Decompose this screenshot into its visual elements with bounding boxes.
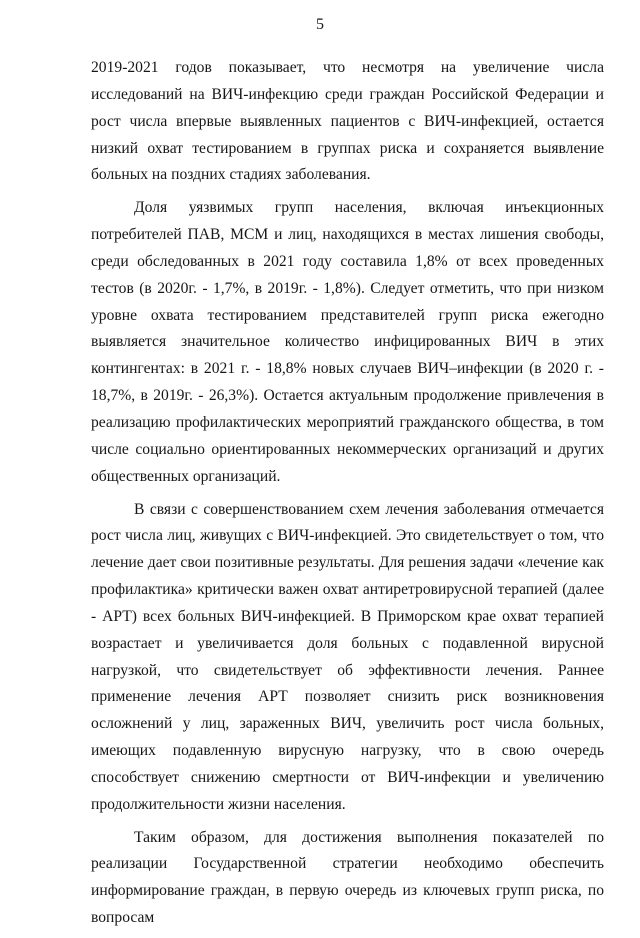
paragraph-vulnerable-groups: Доля уязвимых групп населения, включая инъекционных потребителей ПАВ, МСМ и лиц, находящихся в местах лишения свободы, среди обследованных в 2021 году составила 1,8% от всех проведенных тестов (в 2020г. - 1,7%, в 2019г. - 1,8%). Следует отметить, что при низком уровне охвата тестированием представителей групп риска ежегодно выявляется значительное количество инфицированных ВИЧ в этих контингентах: в 2021 г. - 18,8% новых случаев ВИЧ–инфекции (в 2020 г. - 18,7%, в 2019г. - 26,3%). Остается актуальным продолжение привлечения в реализацию профилактических мероприятий гражданского общества, в том числе социально ориентированных некоммерческих организаций и других общественных организаций. bbox=[91, 199, 604, 485]
page-number: 5 bbox=[316, 16, 324, 33]
paragraph-continuation: 2019-2021 годов показывает, что несмотря на увеличение числа исследований на ВИЧ-инфекцию среди граждан Российской Федерации и рост числа впервые выявленных пациентов с ВИЧ-инфекцией, остается низкий охват тестированием в группах риска и сохраняется выявление больных на поздних стадиях заболевания. bbox=[91, 59, 604, 184]
paragraph-conclusion: Таким образом, для достижения выполнения показателей по реализации Государственной стратегии необходимо обеспечить информирование граждан, в первую очередь из ключевых групп риска, по вопросам bbox=[91, 828, 604, 927]
paragraph-treatment: В связи с совершенствованием схем лечения заболевания отмечается рост числа лиц, живущих с ВИЧ-инфекцией. Это свидетельствует о том, что лечение дает свои позитивные результаты. Для решения задачи «лечение как профилактика» критически важен охват антиретровирусной терапией (далее - АРТ) всех больных ВИЧ-инфекцией. В Приморском крае охват терапией возрастает и увеличивается доля больных с подавленной вирусной нагрузкой, что свидетельствует об эффективности лечения. Раннее применение лечения АРТ позволяет снизить риск возникновения осложнений у лиц, зараженных ВИЧ, увеличить рост числа больных, имеющих подавленную вирусную нагрузку, что в свою очередь способствует снижению смертности от ВИЧ-инфекции и увеличению продолжительности жизни населения. bbox=[91, 500, 604, 813]
document-body bbox=[91, 55, 604, 938]
